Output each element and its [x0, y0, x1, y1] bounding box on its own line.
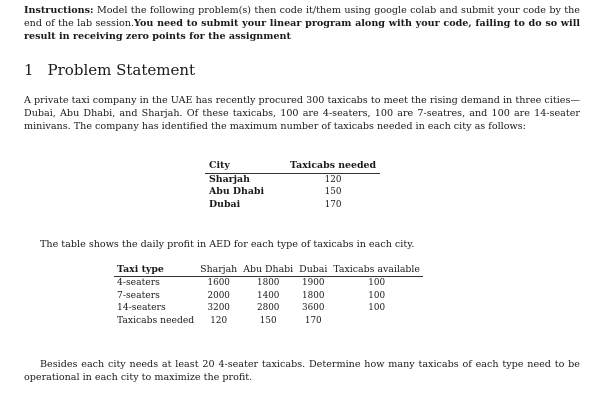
abu-dhabi-profit-cell: 1400 [257, 290, 280, 301]
dubai-profit-cell: 1800 [302, 290, 325, 301]
instructions-label: Instructions: [24, 5, 94, 16]
table-row [205, 173, 380, 186]
dubai-profit-cell: 1900 [302, 278, 325, 289]
table-row [205, 186, 380, 199]
abu-dhabi-column-header: Abu Dhabi [240, 264, 296, 277]
daily-profit-table [114, 264, 423, 327]
section-title: Problem Statement [47, 61, 196, 79]
closing-paragraph: Besides each city needs at least 20 4-seater taxicabs. Determine how many taxicabs of each type need to be operational in each city to maximize the profit. [24, 359, 580, 384]
section-number: 1 [24, 61, 34, 79]
available-cell [330, 315, 423, 327]
dubai-column-header: Dubai [296, 264, 330, 277]
sharjah-needed-cell: 120 [210, 315, 228, 326]
city-demand-table [205, 160, 380, 211]
city-name: Abu Dhabi [209, 186, 265, 198]
dubai-needed-cell: 170 [304, 315, 322, 326]
city-name: Sharjah [209, 173, 250, 185]
instructions-paragraph [24, 4, 580, 44]
taxicabs-available-column-header: Taxicabs available [330, 264, 423, 277]
taxi-type-column-header: Taxi type [114, 264, 197, 277]
available-cell: 100 [368, 290, 386, 301]
instructions-bold-text: You need to submit your linear program along with your code, failing to do so will result in receiving zero points for the assignment [24, 18, 580, 43]
table-row [114, 277, 423, 290]
available-cell: 100 [368, 303, 386, 314]
abu-dhabi-needed-cell: 150 [259, 315, 277, 326]
table-header-row [114, 264, 423, 277]
city-column-header: City [205, 160, 268, 173]
table-row [114, 290, 423, 302]
table-row [205, 199, 380, 212]
sharjah-profit-cell: 3200 [207, 303, 230, 314]
taxi-type-cell: 7-seaters [117, 289, 160, 301]
problem-statement-paragraph: A private taxi company in the UAE has recently procured 300 taxicabs to meet the rising demand in three cities—Dubai, Abu Dhabi, and Sharjah. Of these taxicabs, 100 are 4-seaters, 100 are 7-seatres, and 100 are 14-seater minivans. The company has identified the maximum number of taxicabs needed in each city as follows: [24, 95, 580, 133]
dubai-profit-cell: 3600 [302, 303, 325, 314]
sharjah-column-header: Sharjah [197, 264, 240, 277]
taxicabs-needed-label: Taxicabs needed [117, 314, 195, 326]
sharjah-profit-cell: 2000 [207, 290, 230, 301]
taxicabs-needed-value: 150 [324, 187, 342, 198]
taxi-type-cell: 4-seaters [117, 277, 160, 289]
instructions-text: Model the following problem(s) then code it/them using google colab and submit your code by the end of the lab session. [24, 5, 580, 30]
taxicabs-needed-value: 120 [324, 174, 342, 185]
abu-dhabi-profit-cell: 2800 [257, 303, 280, 314]
section-heading [24, 60, 195, 80]
city-name: Dubai [209, 198, 241, 210]
table-row [114, 302, 423, 314]
sharjah-profit-cell: 1600 [207, 278, 230, 289]
taxicabs-needed-column-header: Taxicabs needed [268, 160, 380, 173]
table-header-row [205, 160, 380, 173]
table-row [114, 315, 423, 327]
taxicabs-needed-value: 170 [324, 199, 342, 210]
profit-intro-text: The table shows the daily profit in AED for each type of taxicabs in each city. [40, 239, 415, 250]
abu-dhabi-profit-cell: 1800 [257, 278, 280, 289]
available-cell: 100 [368, 278, 386, 289]
taxi-type-cell: 14-seaters [117, 302, 166, 314]
